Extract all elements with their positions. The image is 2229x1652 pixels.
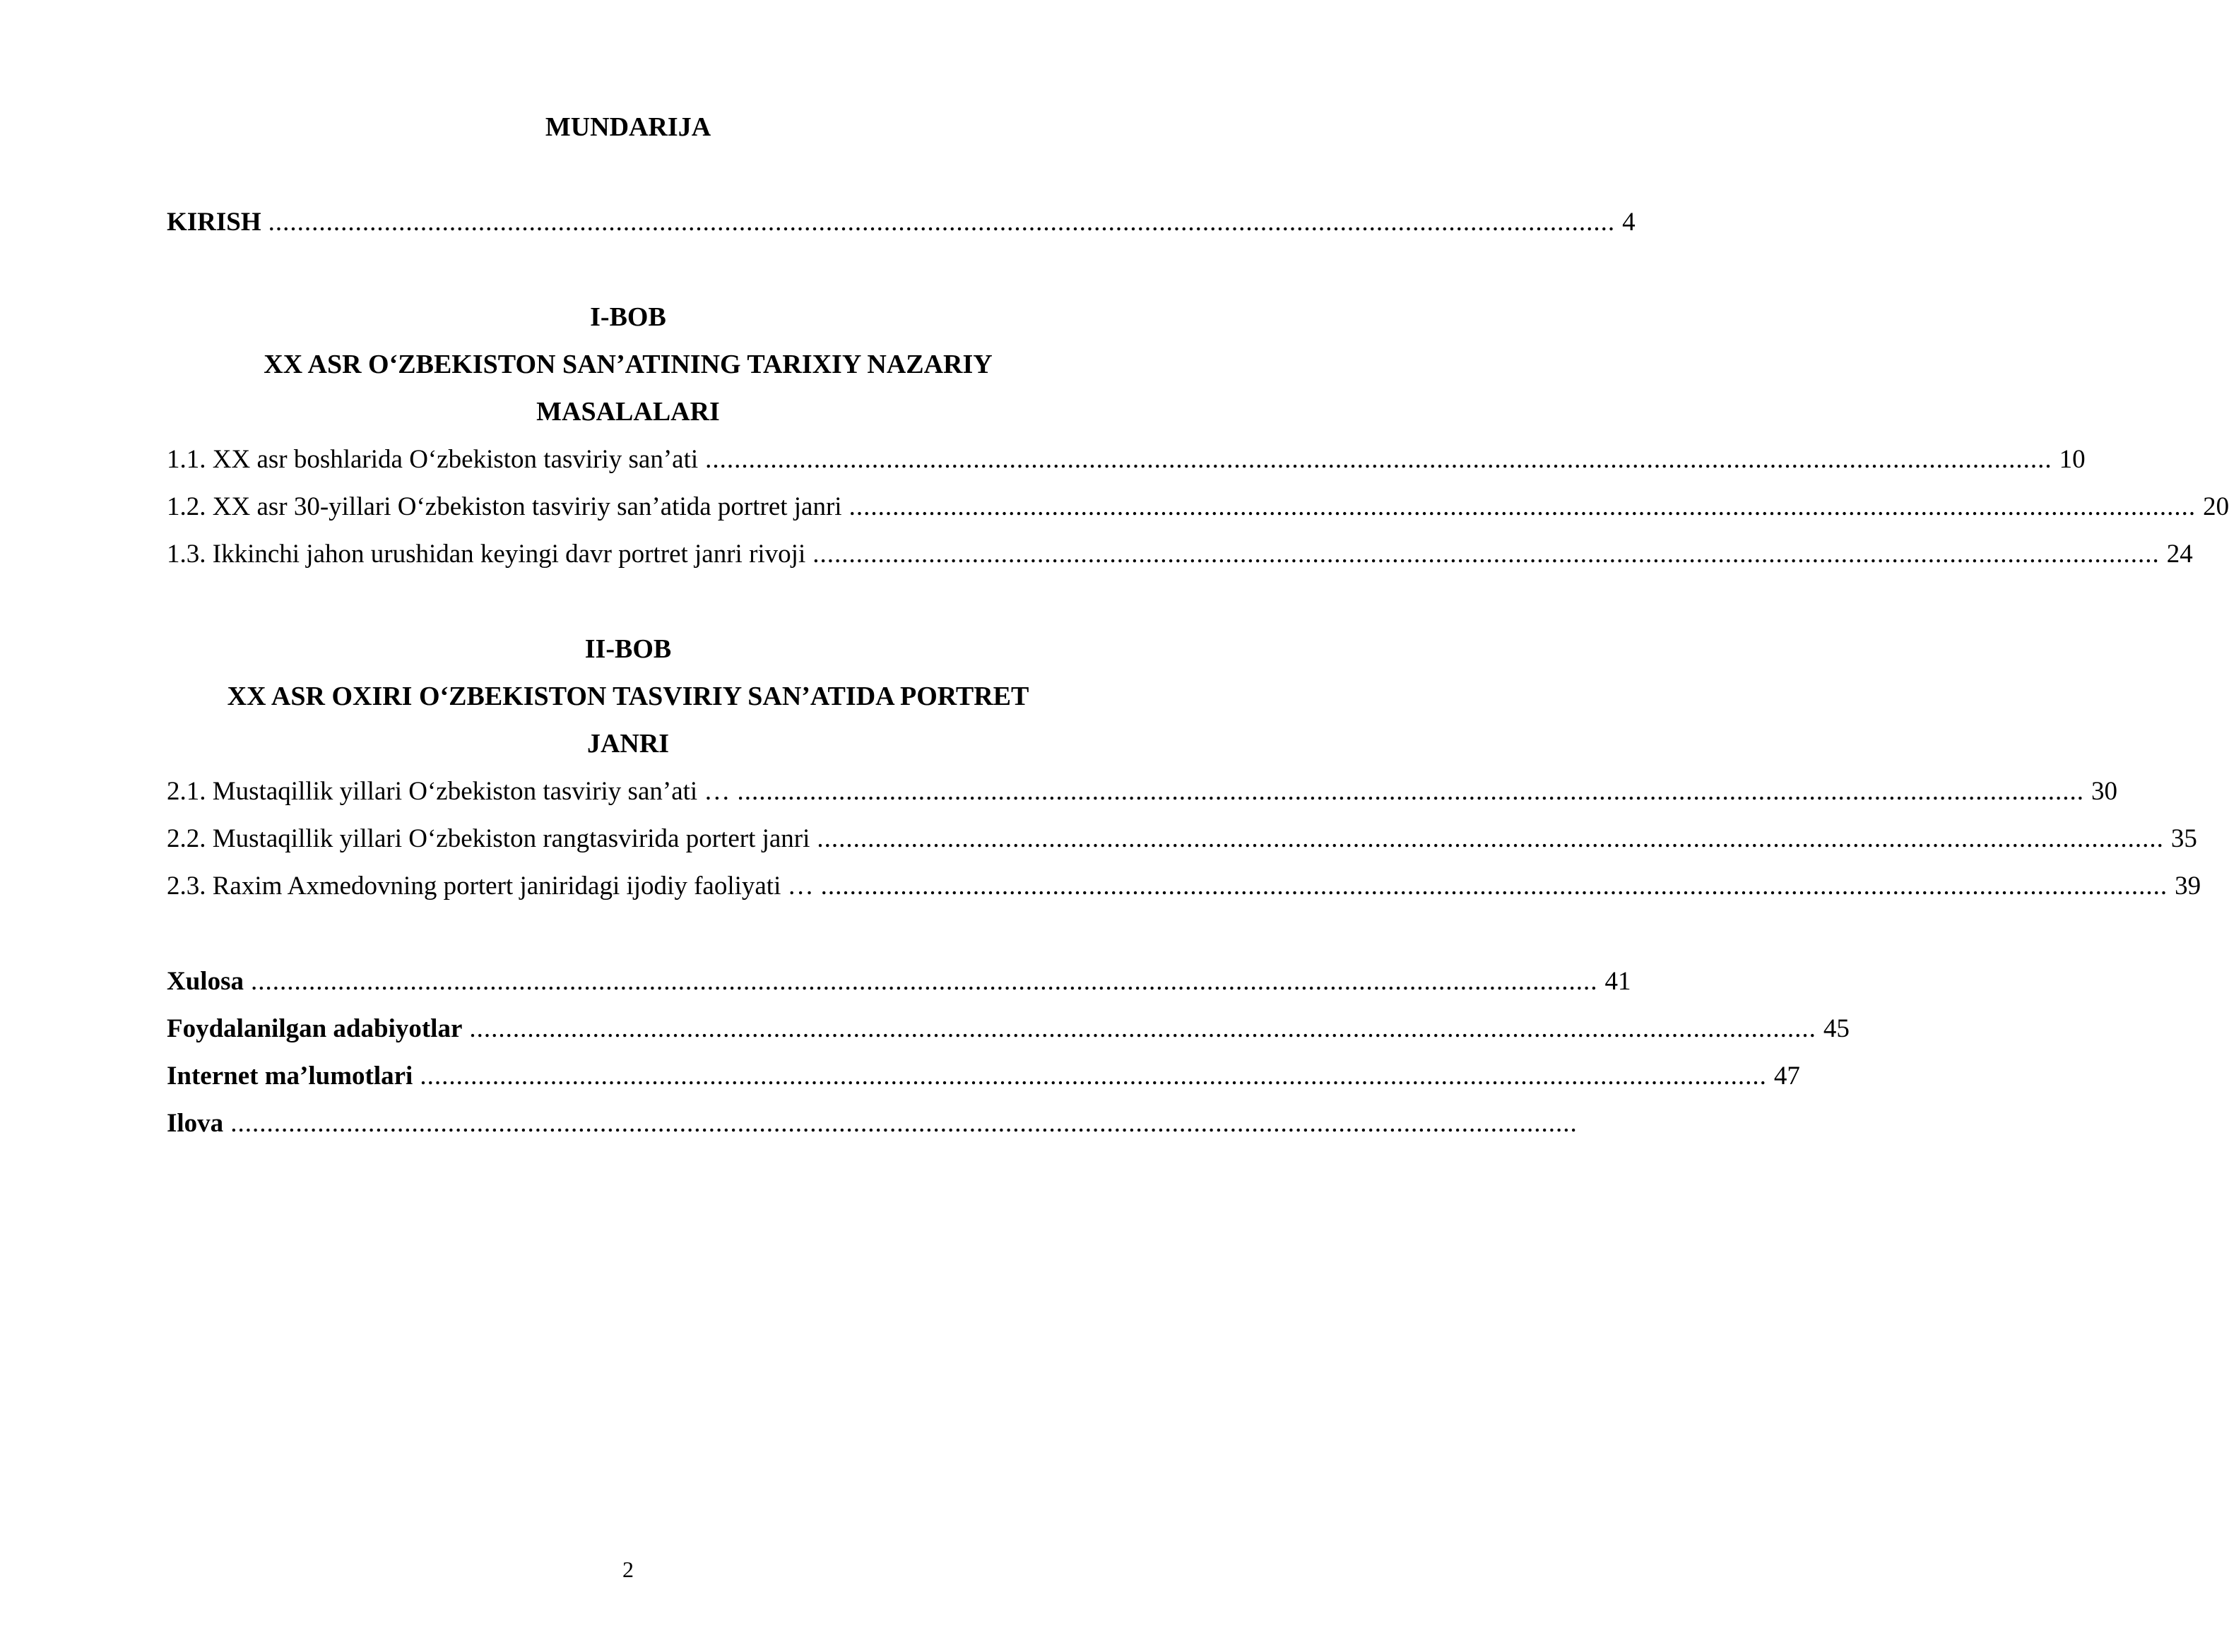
dot-leader: ..........................................................................................................................................................................................	[812, 540, 2160, 569]
toc-page-number: 39	[2175, 872, 2201, 901]
dot-leader: ..........................................................................................................................................................................................	[737, 777, 2084, 806]
toc-entry-label: Foydalanilgan adabiyotlar	[167, 1014, 463, 1043]
chapter-1-title-line-2: MASALALARI	[536, 397, 720, 427]
toc-page-number: 47	[1773, 1062, 1800, 1091]
toc-page-number: 4	[1622, 208, 1636, 237]
toc-entry-conclusion[interactable]	[167, 965, 1631, 999]
dot-leader: ..........................................................................................................................................................................................	[849, 492, 2197, 521]
toc-entry-2-2[interactable]	[167, 822, 2197, 856]
toc-entry-label: KIRISH	[167, 208, 261, 237]
toc-entry-label: Ilova	[167, 1109, 224, 1138]
toc-entry-label: 1.3. Ikkinchi jahon urushidan keyingi davr portret janri rivoji	[167, 540, 806, 569]
dot-leader: ..........................................................................................................................................................................................	[230, 1109, 1578, 1138]
toc-entry-label: 2.1. Mustaqillik yillari O‘zbekiston tasviriy san’ati …	[167, 777, 731, 806]
dot-leader: ..........................................................................................................................................................................................	[469, 1014, 1816, 1043]
toc-page-number: 10	[2059, 445, 2086, 474]
dot-leader: ..........................................................................................................................................................................................	[817, 824, 2164, 853]
toc-page-number: 30	[2091, 777, 2117, 806]
toc-entry-1-2[interactable]	[167, 490, 2229, 524]
chapter-1-label: I-BOB	[590, 302, 666, 332]
page-number: 2	[622, 1557, 634, 1582]
toc-entry-1-3[interactable]	[167, 537, 2193, 571]
toc-entry-label: Internet ma’lumotlari	[167, 1062, 413, 1091]
dot-leader: ..........................................................................................................................................................................................	[820, 872, 2168, 901]
toc-entry-2-1[interactable]	[167, 775, 2117, 809]
chapter-2-label: II-BOB	[584, 634, 672, 664]
chapter-2-title-line-1: XX ASR OXIRI O‘ZBEKISTON TASVIRIY SAN’ATIDA PORTRET	[227, 682, 1029, 711]
toc-entry-2-3[interactable]	[167, 869, 2201, 903]
toc-page-number: 35	[2170, 824, 2197, 853]
page-title: MUNDARIJA	[545, 112, 711, 142]
chapter-1-title-line-1: XX ASR O‘ZBEKISTON SAN’ATINING TARIXIY NAZARIY	[264, 350, 993, 379]
toc-page-number: 41	[1604, 967, 1631, 996]
toc-entry-label: 1.2. XX asr 30-yillari O‘zbekiston tasviriy san’atida portret janri	[167, 492, 842, 521]
toc-page-number: 24	[2166, 540, 2193, 569]
toc-entry-label: 2.3. Raxim Axmedovning portert janiridagi ijodiy faoliyati …	[167, 872, 814, 901]
toc-entry-bibliography[interactable]	[167, 1012, 1850, 1046]
dot-leader: ..........................................................................................................................................................................................	[420, 1062, 1767, 1091]
toc-entry-label: 1.1. XX asr boshlarida O‘zbekiston tasviriy san’ati	[167, 445, 699, 474]
toc-entry-label: 2.2. Mustaqillik yillari O‘zbekiston rangtasvirida portert janri	[167, 824, 810, 853]
toc-entry-internet-sources[interactable]	[167, 1059, 1800, 1093]
toc-entry-1-1[interactable]	[167, 443, 2086, 477]
chapter-2-title-line-2: JANRI	[586, 729, 670, 759]
toc-entry-intro[interactable]	[167, 206, 1636, 239]
toc-entry-label: Xulosa	[167, 967, 244, 996]
toc-page-number: 20	[2203, 492, 2229, 521]
toc-page-number: 45	[1823, 1014, 1850, 1043]
dot-leader: ..........................................................................................................................................................................................	[250, 967, 1598, 996]
dot-leader: ..........................................................................................................................................................................................	[705, 445, 2052, 474]
dot-leader: ..........................................................................................................................................................................................	[268, 208, 1616, 237]
toc-entry-appendix[interactable]	[167, 1107, 1578, 1141]
